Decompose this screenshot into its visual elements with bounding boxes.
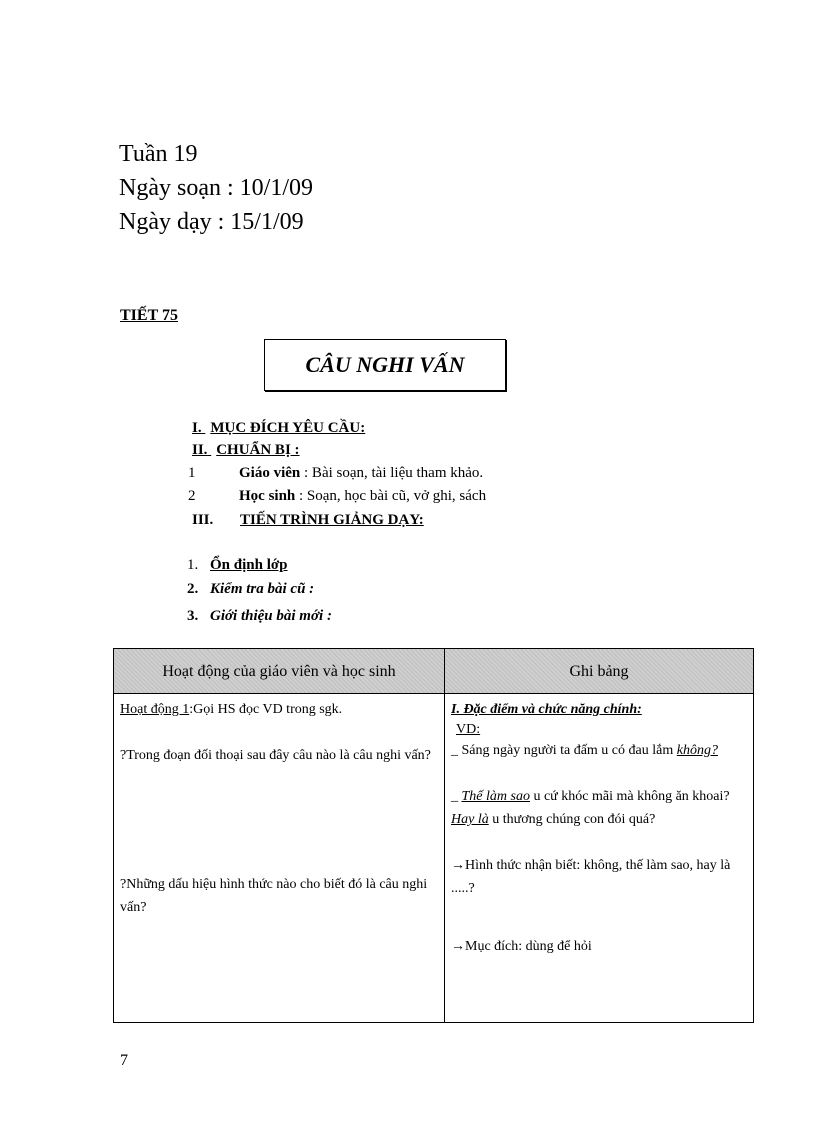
column-header-activities: Hoạt động của giáo viên và học sinh <box>114 649 445 694</box>
purpose-text: Mục đích: dùng để hỏi <box>465 939 592 954</box>
step-num: 3. <box>187 608 199 624</box>
lesson-title: CÂU NGHI VẤN <box>305 352 465 377</box>
section-label: MỤC ĐÍCH YÊU CẦU: <box>210 420 366 436</box>
section-objectives <box>192 419 365 437</box>
example-1 <box>451 739 745 762</box>
prep-item-label: Học sinh <box>239 488 296 504</box>
example-text: _ Sáng ngày người ta đấm u có đau lắm <box>451 743 677 758</box>
arrow-icon: → <box>451 858 465 873</box>
lesson-title-box <box>264 339 506 391</box>
form-text: Hình thức nhận biết: không, thế làm sao, hay là .....? <box>451 858 731 896</box>
prep-item-student <box>239 487 486 505</box>
lesson-table <box>113 648 754 1023</box>
form-note <box>451 854 745 900</box>
prep-date: Ngày soạn : 10/1/09 <box>119 175 313 201</box>
week-label: Tuần 19 <box>119 141 198 167</box>
prep-item-text: : Bài soạn, tài liệu tham khảo. <box>300 465 484 481</box>
step-num: 1. <box>187 557 199 573</box>
example-2 <box>451 785 745 831</box>
example-text: u thương chúng con đói quá? <box>488 812 656 827</box>
step-class-order: Ổn định lớp <box>210 557 288 573</box>
activities-cell <box>114 694 445 1023</box>
activity-line <box>120 698 436 721</box>
prep-item-teacher <box>239 464 483 482</box>
section-procedure: TIẾN TRÌNH GIẢNG DẠY: <box>240 512 424 528</box>
teach-date: Ngày dạy : 15/1/09 <box>119 209 304 235</box>
prep-item-text: : Soạn, học bài cũ, vở ghi, sách <box>295 488 487 504</box>
section-num: III. <box>192 512 214 528</box>
example-text: _ <box>451 789 462 804</box>
lesson-number: TIẾT 75 <box>120 307 178 324</box>
table-header-row <box>114 649 754 694</box>
question-word: Hay là <box>451 812 489 827</box>
activity-label: Hoạt động 1 <box>120 702 190 717</box>
activity-text: :Gọi HS đọc VD trong sgk. <box>189 702 343 717</box>
step-review: Kiểm tra bài cũ : <box>210 581 315 597</box>
arrow-icon: → <box>451 939 465 954</box>
section-preparation <box>192 441 300 459</box>
step-num: 2. <box>187 581 199 597</box>
table-row <box>114 694 754 1023</box>
prep-item-label: Giáo viên <box>239 465 301 481</box>
example-label: VD: <box>456 722 481 737</box>
example-text: u cứ khóc mãi mà không ăn khoai? <box>529 789 730 804</box>
section-num: II. <box>192 442 208 458</box>
step-intro: Giới thiệu bài mới : <box>210 608 332 624</box>
page-number: 7 <box>120 1052 128 1069</box>
prep-item-num: 2 <box>188 488 196 504</box>
question-word: không? <box>676 743 718 758</box>
column-header-board-notes: Ghi bảng <box>445 649 754 694</box>
section-label: CHUẨN BỊ : <box>216 442 300 458</box>
board-notes-cell <box>445 694 754 1023</box>
question-1: ?Trong đoạn đối thoại sau đây câu nào là câu nghi vấn? <box>120 748 431 763</box>
question-2: ?Những dấu hiệu hình thức nào cho biết đó là câu nghi vấn? <box>120 877 428 915</box>
purpose-note <box>451 935 745 958</box>
notes-heading: I. Đặc điểm và chức năng chính: <box>451 702 642 717</box>
section-num: I. <box>192 420 202 436</box>
question-word: Thế làm sao <box>461 789 530 804</box>
prep-item-num: 1 <box>188 465 196 481</box>
